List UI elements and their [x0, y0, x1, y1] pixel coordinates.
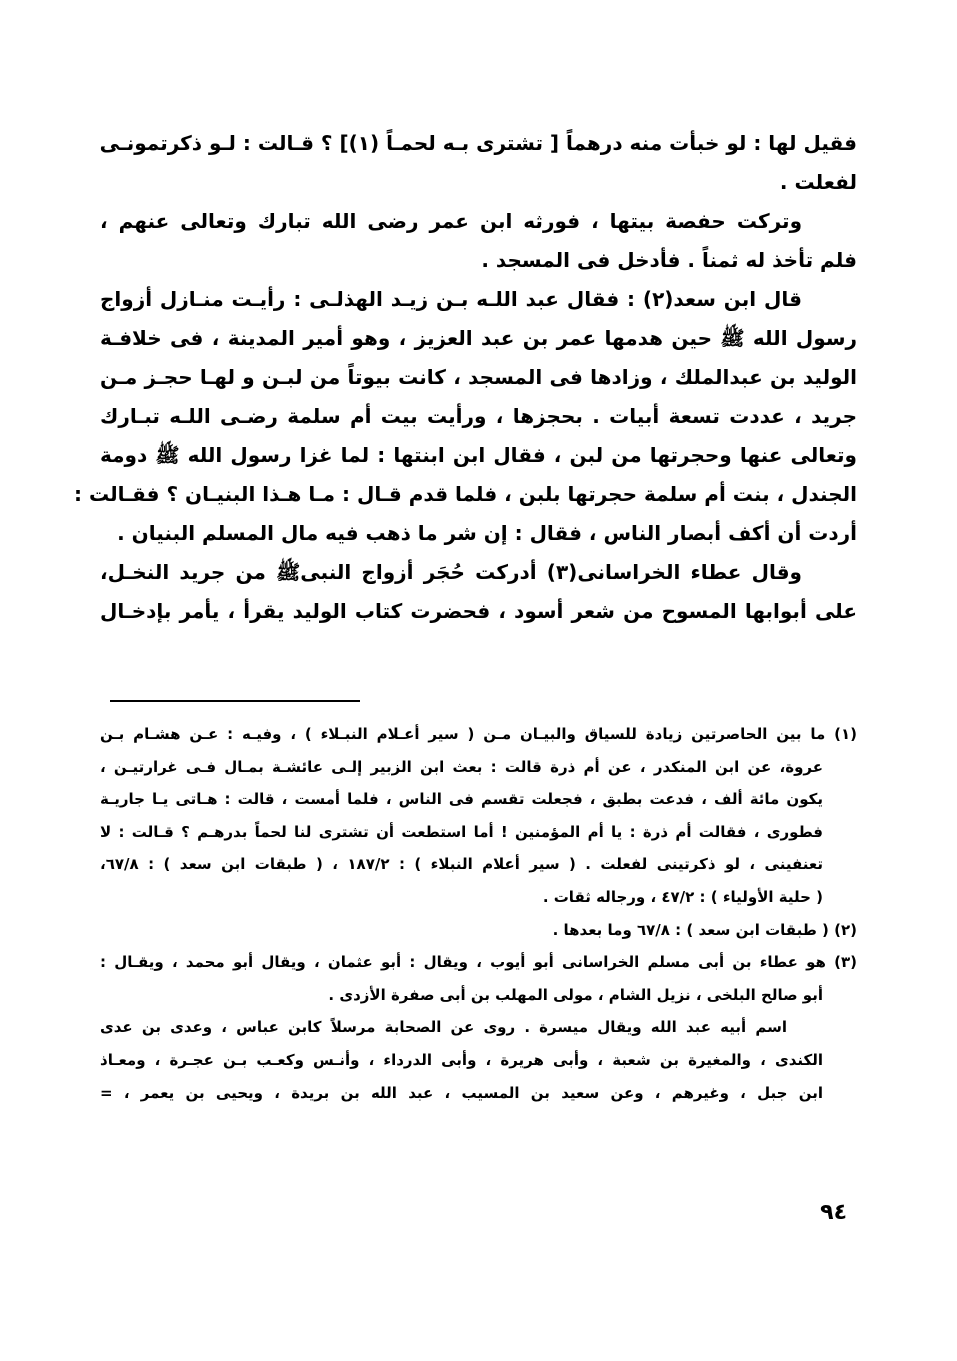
text-line: على أبوابها المسوح من شعر أسود ، فحضرت كتاب الوليد يقرأ ، يأمر بإدخـال	[100, 599, 857, 623]
footnote-line: (٣) هو عطاء بن أبى مسلم الخراسانى أبو أيوب ، ويقال : أبو عثمان ، ويقال أبو محمد ، ويقـال :	[100, 953, 857, 972]
footnote-line: أبو صالح البلخى ، نزيل الشام ، مولى المهلب بن أبى صفرة الأزدى .	[328, 985, 823, 1004]
page-number: ٩٤	[820, 1200, 847, 1225]
footnote-line: (١) ما بين الحاصرتين زيادة للسياق والبيـان مـن ( سير أعـلام النبـلاء ) ، وفيـه : عـن هشـام بـن	[100, 725, 857, 743]
footnote-line: تعنفينى ، لو ذكرتينى لفعلت . ( سير أعلام النبلاء ) : ١٨٧/٢ ، ( طبقات ابن سعد ) : ٦٧/٨،	[100, 855, 823, 874]
text-line: وتعالى عنها وحجرتها من لبن ، فقال ابن ابنتها : لما غزا رسول الله ﷺ دومة	[100, 443, 857, 467]
footnote-separator	[110, 700, 360, 702]
footnote-line: اسم أبيه عبد الله ويقال ميسرة . روى عن الصحابة مرسلاً كابن عباس ، وعدى بن عدى	[100, 1018, 787, 1037]
text-line: جريد ، عددت تسعة أبيات . بحجزها ، ورأيت بيت أم سلمة رضـى اللـه تبـارك	[100, 404, 857, 428]
text-line: أردت أن أكف أبصار الناس ، فقال : إن شر ما ذهب فيه مال المسلم البنيان .	[117, 521, 857, 545]
footnote-line: (٢) ( طبقات ابن سعد ) : ٦٧/٨ وما بعدها .	[552, 920, 857, 939]
footnote-line: ( حلية الأولياء ) : ٤٧/٢ ، ورجاله ثقات .	[542, 887, 823, 906]
footnote-line: فطورى ، فقالت أم ذرة : يا أم المؤمنين ! أما استطعت أن تشترى لنا لحماً بدرهـم ؟ قـالت : لا	[100, 822, 823, 841]
text-line: لفعلت .	[779, 170, 857, 194]
text-line: فلم تأخذ له ثمناً . فأدخل فى المسجد .	[481, 248, 857, 272]
footnote-line: يكون مائة ألف ، فدعت بطبق ، فجعلت تقسم فى الناس ، فلما أمست ، قالت : هـاتى يـا جاريـة	[100, 790, 823, 809]
footnote-line: ابن جبل ، وغيرهم ، وعن سعيد بن المسيب ، عبد الله بن بريدة ، ويحيى بن يعمر ، =	[100, 1083, 823, 1102]
footnote-line: الكندى ، والمغيرة بن شعبة ، وأبى هريرة ، وأبى الدرداء ، وأنـس وكعـب بـن عجـرة ، ومعـاذ	[100, 1050, 823, 1069]
text-line: الجندل ، بنت أم سلمة حجرتها بلبن ، فلما قدم قـال : مـا هـذا البنيـان ؟ فقـالت :	[74, 482, 857, 506]
text-line: وتركت حفصة بيتها ، فورثه ابن عمر رضى الله تبارك وتعالى عنهم ،	[100, 209, 802, 233]
main-text	[74, 124, 857, 631]
text-line: فقيل لها : لو خبأت منه درهماً [ تشترى بـه لحمـاً (١)] ؟ قـالت : لـو ذكرتمونـى	[99, 131, 857, 155]
text-line: قال ابن سعد(٢) : فقال عبد اللـه بـن زيـد الهذلـى : رأيـت منـازل أزواج	[100, 287, 802, 311]
text-line: وقال عطاء الخراسانى(٣) أدركت حُجَر أزواج النبىﷺ من جريد النخـل،	[100, 560, 802, 584]
text-line: رسول الله ﷺ حين هدمها عمر بن عبد العزيز ، وهو أمير المدينة ، فى خلافـة	[100, 326, 857, 350]
text-line: الوليد بن عبدالملك ، وزادها فى المسجد ، كانت بيوتاً من لبـن و لهـا حجـز مـن	[100, 365, 857, 389]
footnotes	[100, 718, 857, 1109]
footnote-line: عروة، عن ابن المنكدر ، عن أم ذرة قالت : بعث ابن الزبير إلـى عائشـة بمـال فـى غرارتيـن ،	[100, 757, 823, 776]
